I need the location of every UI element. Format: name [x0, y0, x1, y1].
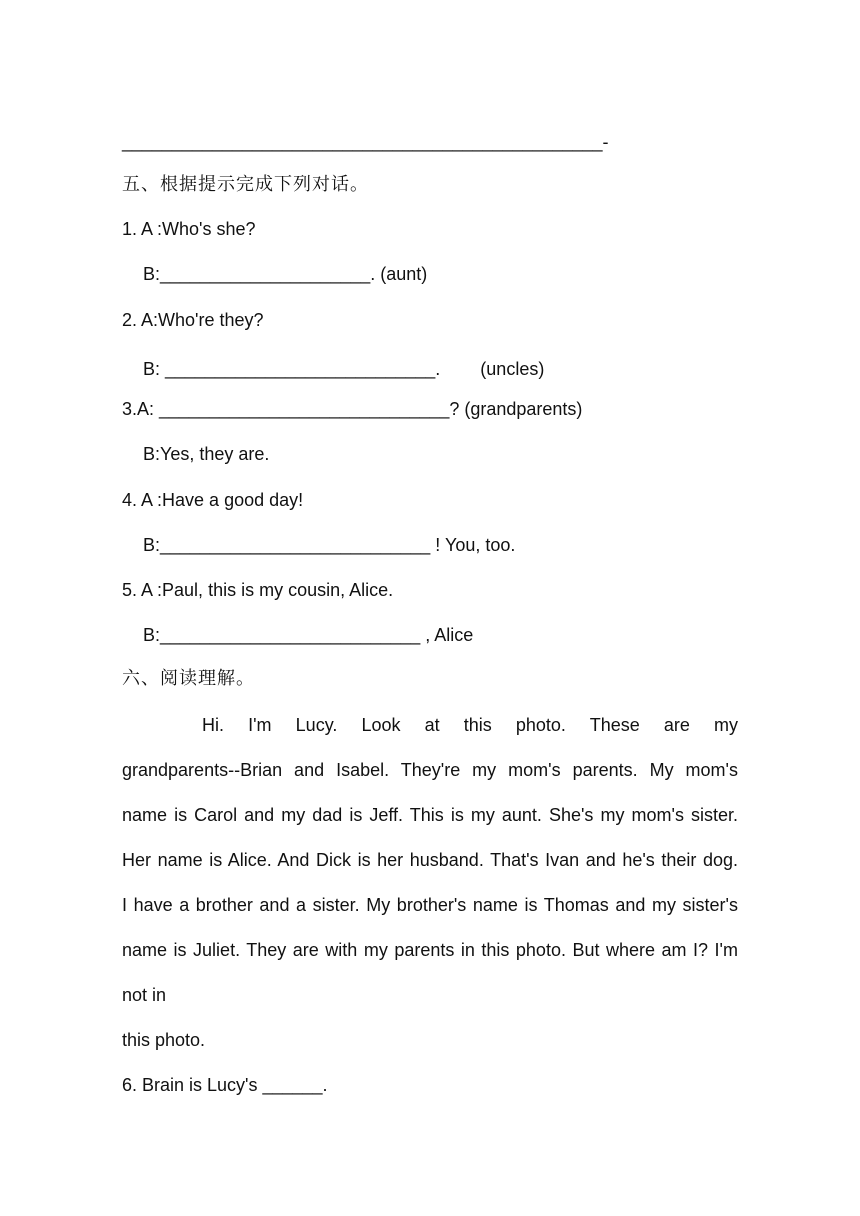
dialogue-5-answer: B:__________________________ , Alice — [143, 625, 474, 645]
passage-line-2: grandparents--Brian and Isabel. They're my mom's parents. My mom's — [122, 760, 738, 780]
passage-tail: this photo. — [122, 1030, 206, 1050]
dialogue-3-answer: B:Yes, they are. — [143, 444, 270, 464]
dialogue-4-question: 4. A :Have a good day! — [122, 490, 304, 510]
section-6-heading: 六、阅读理解。 — [122, 668, 255, 689]
question-6: 6. Brain is Lucy's ______. — [122, 1075, 328, 1095]
passage-line-1: Hi. I'm Lucy. Look at this photo. These are my — [202, 715, 738, 735]
reading-passage — [122, 703, 738, 1018]
dialogue-3-question: 3.A: _____________________________? (grandparents) — [122, 399, 583, 419]
dialogue-5-question: 5. A :Paul, this is my cousin, Alice. — [122, 580, 394, 600]
passage-line-7: not in — [122, 985, 167, 1005]
passage-line-5: I have a brother and a sister. My brother's name is Thomas and my sister's — [122, 895, 738, 915]
dialogue-4-answer: B:___________________________ ! You, too. — [143, 535, 516, 555]
dialogue-2-answer: B: ___________________________. (uncles) — [143, 359, 545, 379]
dialogue-2-question: 2. A:Who're they? — [122, 310, 264, 330]
dialogue-1-answer: B:_____________________. (aunt) — [143, 264, 428, 284]
section-5-heading: 五、根据提示完成下列对话。 — [122, 174, 369, 195]
passage-line-4: Her name is Alice. And Dick is her husband. That's Ivan and he's their dog. — [122, 850, 738, 870]
top-answer-line: ________________________________________________- — [122, 132, 609, 152]
passage-line-3: name is Carol and my dad is Jeff. This is my aunt. She's my mom's sister. — [122, 805, 738, 825]
dialogue-1-question: 1. A :Who's she? — [122, 219, 256, 239]
passage-line-6: name is Juliet. They are with my parents in this photo. But where am I? I'm — [122, 940, 738, 960]
